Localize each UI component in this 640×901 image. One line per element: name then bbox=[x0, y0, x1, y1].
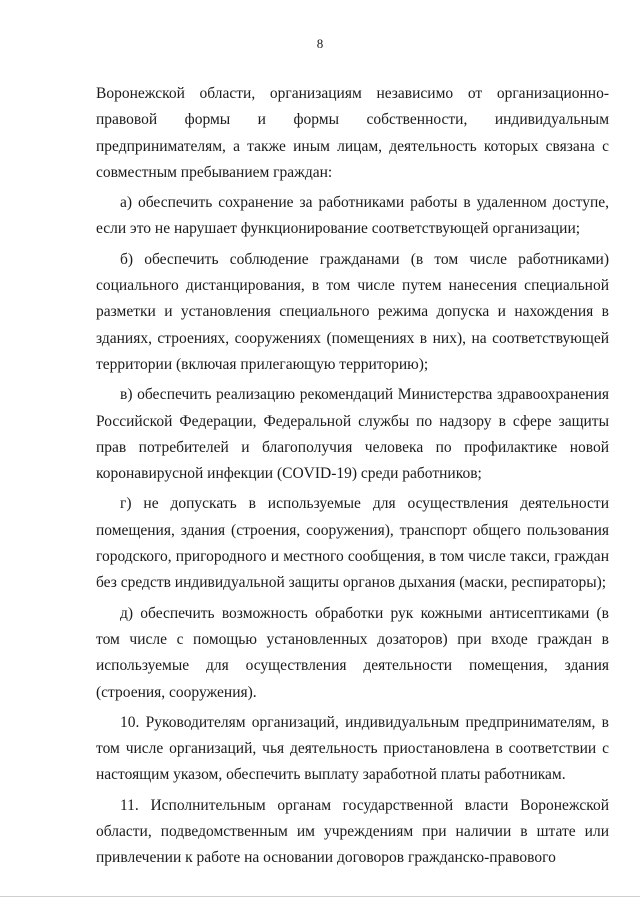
paragraph-continuation: Воронежской области, организациям независимо от организационно-правовой формы и формы собственности, индивидуальным предпринимателям, а также иным лицам, деятельность которых связана с совместным пребыванием граждан: bbox=[96, 85, 609, 181]
paragraph-clause-11: 11. Исполнительным органам государственной власти Воронежской области, подведомственным им учреждениям при наличии в штате или привлечении к работе на основании договоров гражданско-правового bbox=[96, 796, 609, 867]
page-number: 8 bbox=[316, 36, 324, 51]
paragraph-clause-10: 10. Руководителям организаций, индивидуальным предпринимателям, в том числе организаций, чья деятельность приостановлена в соответствии с настоящим указом, обеспечить выплату заработной платы работникам. bbox=[96, 713, 609, 784]
paragraph-item-a: а) обеспечить сохранение за работниками работы в удаленном доступе, если это не нарушает функционирование соответствующей организации; bbox=[96, 194, 609, 238]
paragraph-item-b: б) обеспечить соблюдение гражданами (в том числе работниками) социального дистанцирования, в том числе путем нанесения специальной разметки и установления специального режима допуска и нахождения в зданиях, строениях, сооружениях (помещениях в них), на соответствующей территории (включая прилегающую территорию); bbox=[96, 250, 609, 373]
paragraph-item-v: в) обеспечить реализацию рекомендаций Министерства здравоохранения Российской Федерации, Федеральной службы по надзору в сфере защиты прав потребителей и благополучия человека по профилактике новой коронавирусной инфекции (COVID-19) среди работников; bbox=[96, 386, 609, 483]
paragraph-item-g: г) не допускать в используемые для осуществления деятельности помещения, здания (строения, сооружения), транспорт общего пользования городского, пригородного и местного сообщения, в том числе такси, граждан без средств индивидуальной защиты органов дыхания (маски, респираторы); bbox=[96, 495, 609, 592]
page-bottom-edge bbox=[0, 896, 640, 897]
paragraph-item-d: д) обеспечить возможность обработки рук кожными антисептиками (в том числе с помощью установленных дозаторов) при входе граждан в используемые для осуществления деятельности помещения, здания (строения, сооружения). bbox=[96, 604, 609, 701]
document-body bbox=[96, 81, 609, 872]
